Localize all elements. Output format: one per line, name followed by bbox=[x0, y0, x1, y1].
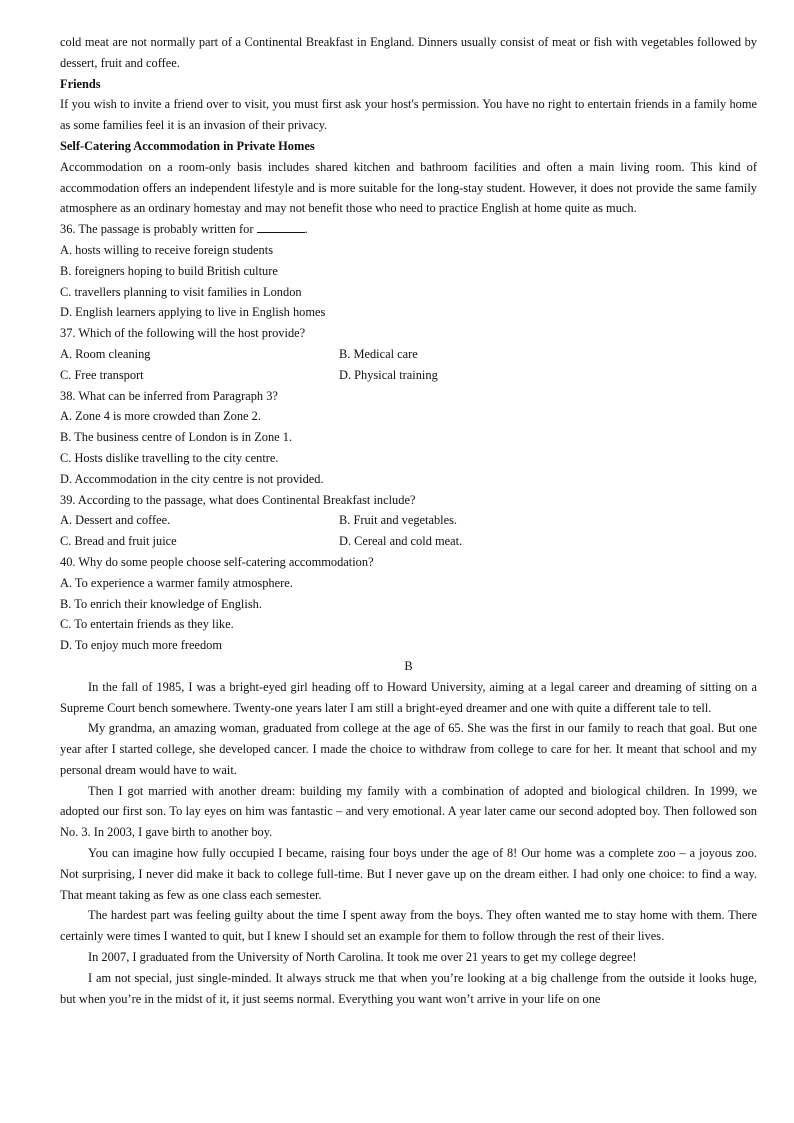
question-36-stem-end: . bbox=[304, 222, 308, 237]
question-40-option-a: A. To experience a warmer family atmosphere. bbox=[60, 575, 293, 590]
question-36-stem bbox=[60, 219, 757, 240]
question-37-option-d: D. Physical training bbox=[339, 367, 438, 382]
question-37-option-a: A. Room cleaning bbox=[60, 346, 151, 361]
question-38-stem: 38. What can be inferred from Paragraph 3? bbox=[60, 388, 278, 403]
question-40-option-b: B. To enrich their knowledge of English. bbox=[60, 596, 262, 611]
question-39-options-row-2 bbox=[60, 531, 757, 552]
question-37-options-row-2 bbox=[60, 365, 757, 386]
friends-paragraph: If you wish to invite a friend over to visit, you must first ask your host's permission. You have no right to entertain friends in a family home as some families feel it is an invasion of their privacy. bbox=[60, 97, 757, 133]
self-catering-heading: Self-Catering Accommodation in Private Homes bbox=[60, 138, 315, 153]
question-39-option-c: C. Bread and fruit juice bbox=[60, 534, 177, 549]
question-36-option-a: A. hosts willing to receive foreign students bbox=[60, 242, 274, 257]
self-catering-paragraph: Accommodation on a room-only basis includes shared kitchen and bathroom facilities and often a main living room. This kind of accommodation offers an independent lifestyle and is more suitable for the long-stay student. However, it does not provide the same family atmosphere as an ordinary homestay and may not benefit those who need to practice English at home quite as much. bbox=[60, 159, 757, 216]
question-38-option-b: B. The business centre of London is in Zone 1. bbox=[60, 430, 293, 445]
passage-b-paragraph-4: You can imagine how fully occupied I became, raising four boys under the age of 8! Our home was a complete zoo – a joyous zoo. Not surprising, I never did make it back to college full-time. But I never gave up on the dream either. I had only one choice: to find a way. That meant taking as few as one class each semester. bbox=[60, 846, 757, 902]
question-38-option-d: D. Accommodation in the city centre is not provided. bbox=[60, 471, 324, 486]
question-39-option-a: A. Dessert and coffee. bbox=[60, 513, 171, 528]
question-36-option-b: B. foreigners hoping to build British culture bbox=[60, 263, 278, 278]
question-37-options-row-1 bbox=[60, 344, 757, 365]
passage-b-paragraph-5: The hardest part was feeling guilty about the time I spent away from the boys. They often wanted me to stay home with them. There certainly were times I wanted to quit, but I knew I should set an example for them to follow through the rest of their lives. bbox=[60, 908, 757, 944]
question-37-option-b: B. Medical care bbox=[339, 346, 418, 361]
question-38-option-c: C. Hosts dislike travelling to the city centre. bbox=[60, 450, 279, 465]
question-39-stem: 39. According to the passage, what does Continental Breakfast include? bbox=[60, 492, 416, 507]
question-36-option-d: D. English learners applying to live in English homes bbox=[60, 305, 326, 320]
passage-b-label: B bbox=[404, 658, 413, 673]
question-36-stem-text: 36. The passage is probably written for bbox=[60, 222, 254, 237]
passage-b-paragraph-3: Then I got married with another dream: building my family with a combination of adopted and biological children. In 1999, we adopted our first son. To lay eyes on him was fantastic – and very emotional. A year later came our second adopted boy. Then followed son No. 3. In 2003, I gave birth to another boy. bbox=[60, 783, 757, 840]
question-38-option-a: A. Zone 4 is more crowded than Zone 2. bbox=[60, 409, 261, 424]
question-36-option-c: C. travellers planning to visit families in London bbox=[60, 284, 302, 299]
passage-b-paragraph-6: In 2007, I graduated from the University of North Carolina. It took me over 21 years to get my college degree! bbox=[88, 950, 637, 965]
answer-blank bbox=[257, 219, 305, 233]
question-40-stem: 40. Why do some people choose self-catering accommodation? bbox=[60, 554, 374, 569]
passage-a-intro-paragraph: cold meat are not normally part of a Continental Breakfast in England. Dinners usually consist of meat or fish with vegetables followed by dessert, fruit and coffee. bbox=[60, 35, 757, 70]
friends-heading: Friends bbox=[60, 76, 101, 91]
passage-b-paragraph-7: I am not special, just single-minded. It always struck me that when you’re looking at a big challenge from the outside it looks huge, but when you’re in the midst of it, it just seems normal. Everything you want won’t arrive in your life on one bbox=[60, 970, 757, 1006]
question-39-option-b: B. Fruit and vegetables. bbox=[339, 513, 458, 528]
question-37-option-c: C. Free transport bbox=[60, 367, 144, 382]
question-39-option-d: D. Cereal and cold meat. bbox=[339, 534, 463, 549]
question-39-options-row-1 bbox=[60, 510, 757, 531]
passage-b-paragraph-2: My grandma, an amazing woman, graduated from college at the age of 65. She was the first in our family to reach that goal. But one year after I started college, she developed cancer. I made the choice to withdraw from college to care for her. It meant that school and my personal dream would have to wait. bbox=[60, 721, 757, 777]
question-40-option-d: D. To enjoy much more freedom bbox=[60, 638, 223, 653]
question-40-option-c: C. To entertain friends as they like. bbox=[60, 617, 234, 632]
passage-b-paragraph-1: In the fall of 1985, I was a bright-eyed girl heading off to Howard University, aiming at a legal career and dreaming of sitting on a Supreme Court bench somewhere. Twenty-one years later I am still a bright-eyed dreamer and one with quite a different tale to tell. bbox=[60, 679, 757, 715]
question-37-stem: 37. Which of the following will the host provide? bbox=[60, 326, 306, 341]
